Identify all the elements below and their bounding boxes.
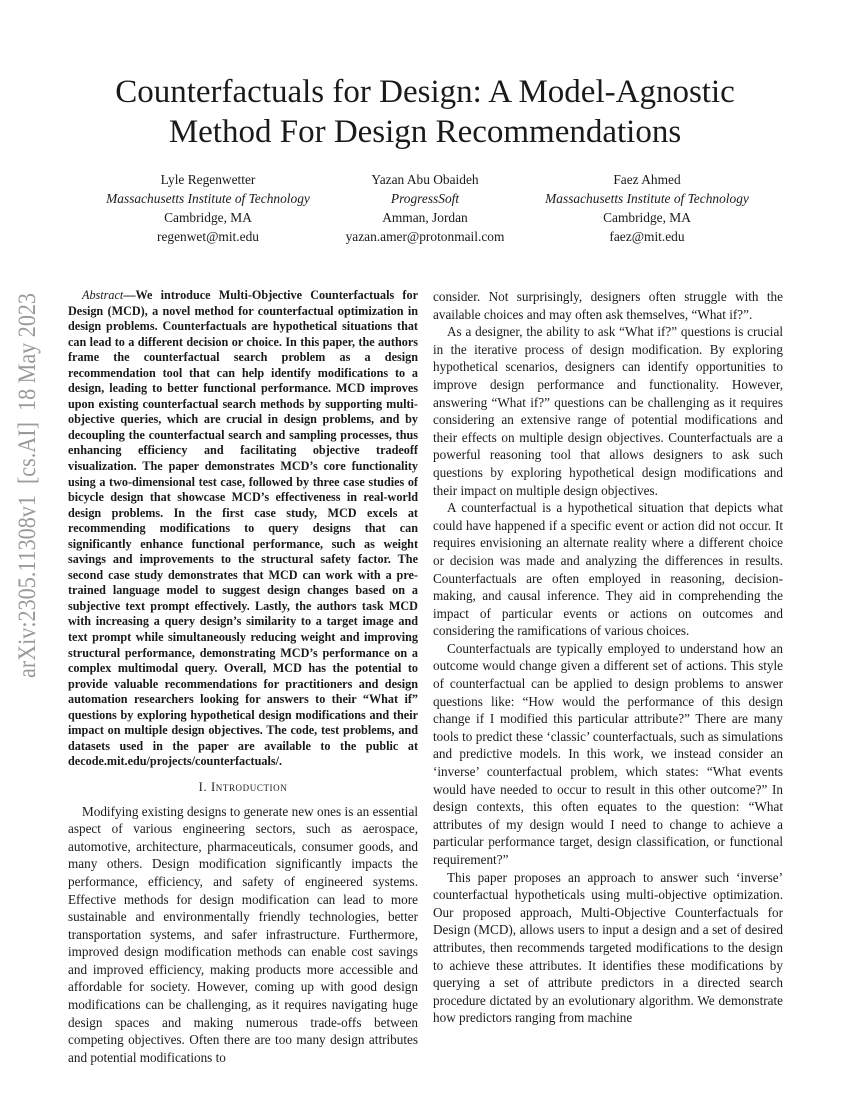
abstract: [68, 288, 418, 770]
author-location: Amman, Jordan: [382, 210, 468, 225]
intro-paragraph-1: Modifying existing designs to generate new ones is an essential aspect of various engineering sectors, such as aerospace, automotive, architecture, pharmaceuticals, consumer goods, and many others. Design modification significantly impacts the performance, efficiency, and safety of engineered systems. Effective methods for design modification can lead to more sustainable and environmentally friendly technologies, better transportation systems, and safer infrastructure. Furthermore, improved design modification methods can enable cost savings and improved efficiency, making products more accessible and affordable for society. However, coming up with good design modifications can be challenging, as it requires navigating huge design spaces and making numerous trade-offs between competing objectives. Often there are too many design attributes and potential modifications to: [68, 803, 418, 1065]
author-affiliation: Massachusetts Institute of Technology: [545, 191, 749, 206]
author-block-3: [517, 170, 777, 246]
author-location: Cambridge, MA: [164, 210, 252, 225]
intro-paragraph-4: Counterfactuals are typically employed to understand how an outcome would change given a different set of actions. This style of counterfactual can be applied to design problems to answer questions like: “How would the performance of this design change if I modified this particular attribute?” There are many tools to predict these ‘classic’ counterfactuals, such as simulations and predictive models. In this work, we instead consider an ‘inverse’ counterfactual problem, which states: “What events would have needed to occur to result in this other outcome?” In design contexts, this often equates to the question: “What attributes of my design would I need to change to achieve a particular performance target, design classification, or functional requirement?”: [433, 640, 783, 867]
intro-paragraph-5: This paper proposes an approach to answer such ‘inverse’ counterfactual hypotheticals using multi-objective optimization. Our proposed approach, Multi-Objective Counterfactuals for Design (MCD), allows users to input a design and a set of desired attributes, then recommends targeted modifications to the design to achieve these attributes. It identifies these modifications by querying a set of attribute predictors in a directed search procedure dictated by an evolutionary algorithm. We demonstrate how predictors ranging from machine: [433, 869, 783, 1026]
author-name: Lyle Regenwetter: [160, 172, 256, 187]
abstract-label: Abstract: [82, 288, 124, 302]
title-line-1: Counterfactuals for Design: A Model-Agnostic: [115, 74, 735, 110]
author-email: regenwet@mit.edu: [157, 229, 259, 244]
intro-paragraph-3: A counterfactual is a hypothetical situation that depicts what could have happened if a specific event or action did not occur. It requires envisioning an alternate reality where a different choice or decision was made and analyzing the differences in results. Counterfactuals are often employed in reasoning, decision-making, and causal inference. They aid in comprehending the impact of particular events or actions on outcomes and considering the ramifications of various choices.: [433, 500, 783, 639]
abstract-text: —We introduce Multi-Objective Counterfactuals for Design (MCD), a novel method for counterfactual optimization in design problems. Counterfactuals are hypothetical situations that can lead to a different decision or choice. In this paper, the authors frame the counterfactual search problem as a design recommendation tool that can help identify modifications to a design, leading to better functional performance. MCD improves upon existing counterfactual search methods by supporting multi-objective queries, which are crucial in design problems, and by decoupling the counterfactual search and sampling processes, thus enhancing efficiency and facilitating objective tradeoff visualization. The paper demonstrates MCD’s core functionality using a two-dimensional test case, followed by three case studies of bicycle design that showcase MCD’s effectiveness in real-world design problems. In the first case study, MCD excels at recommending modifications to query designs that can significantly enhance functional performance, such as weight savings and improvements to the structural safety factor. The second case study demonstrates that MCD can work with a pre-trained language model to suggest design changes based on a subjective text prompt effectively. Lastly, the authors task MCD with increasing a query design’s similarity to a target image and text prompt while simultaneously reducing weight and improving structural performance, demonstrating MCD’s performance on a complex multimodal query. Overall, MCD has the potential to provide valuable recommendations for practitioners and design automation researchers looking for answers to their “What if” questions by exploring hypothetical design modifications and their impact on multiple design objectives. The code, test problems, and datasets used in the paper are available to the public at decode.mit.edu/projects/counterfactuals/.: [68, 288, 418, 769]
arxiv-stamp-text: arXiv:2305.11308v1 [cs.AI] 18 May 2023: [12, 293, 41, 678]
paper-title: [40, 72, 810, 152]
author-name: Faez Ahmed: [613, 172, 681, 187]
author-location: Cambridge, MA: [603, 210, 691, 225]
author-email: yazan.amer@protonmail.com: [345, 229, 505, 244]
section-heading: I. Introduction: [198, 779, 288, 794]
author-email: faez@mit.edu: [609, 229, 685, 244]
left-column: [68, 288, 418, 1066]
author-affiliation: Massachusetts Institute of Technology: [106, 191, 310, 206]
author-block-2: [295, 170, 555, 246]
author-name: Yazan Abu Obaideh: [371, 172, 479, 187]
arxiv-stamp: [2, 293, 46, 678]
right-column: [433, 288, 783, 1027]
author-affiliation: ProgressSoft: [390, 191, 460, 206]
intro-paragraph-continued: consider. Not surprisingly, designers often struggle with the available choices and may often ask themselves, “What if?”.: [433, 289, 783, 322]
intro-paragraph-2: As a designer, the ability to ask “What if?” questions is crucial in the iterative process of design modification. By exploring hypothetical scenarios, designers can identify opportunities to improve design performance and functionality. However, answering “What if?” questions can be challenging as it requires considering an extensive range of potential modifications and their effects on multiple design objectives. Counterfactuals are a powerful reasoning tool that allows designers to ask such questions by exploring hypothetical design modifications and their impact on multiple design objectives.: [433, 324, 783, 498]
title-line-2: Method For Design Recommendations: [168, 114, 682, 150]
